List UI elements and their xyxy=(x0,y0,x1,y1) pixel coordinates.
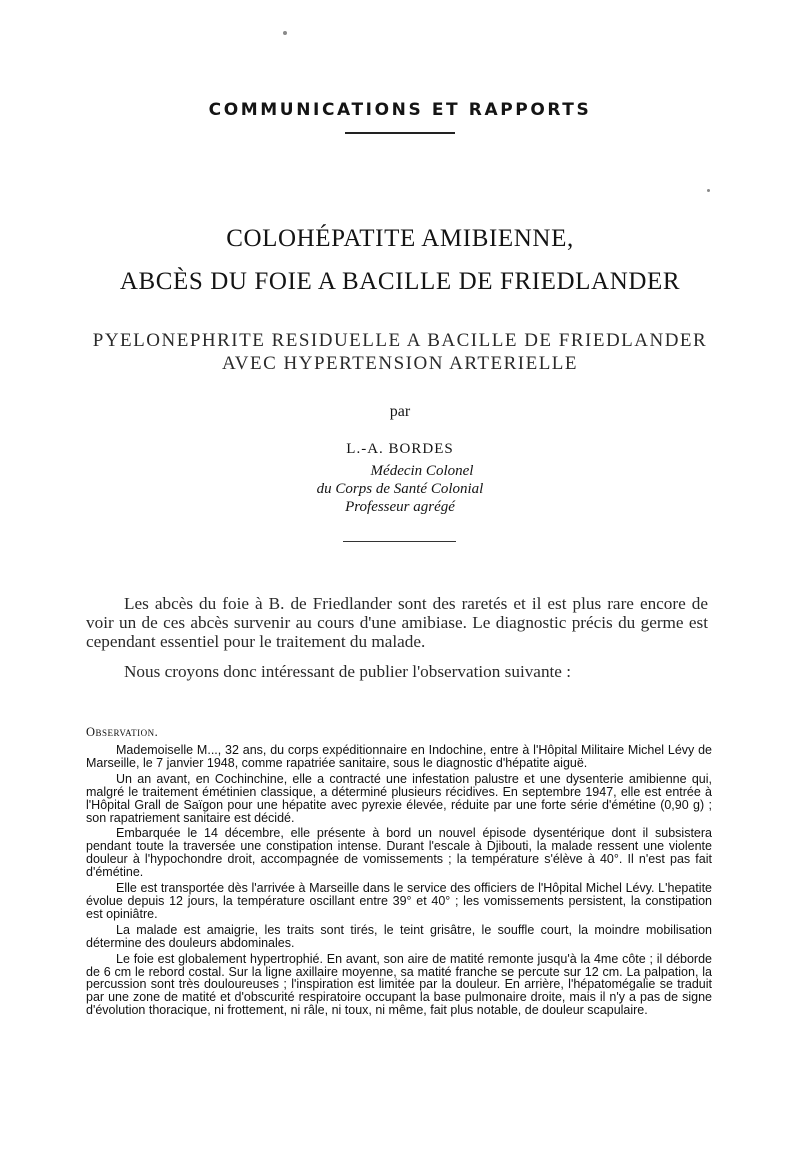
print-speck xyxy=(707,189,710,192)
section-header: COMMUNICATIONS ET RAPPORTS xyxy=(208,100,592,120)
body-paragraph: Un an avant, en Cochinchine, elle a contracté une infestation palustre et une dysenterie amibienne qui, malgré le traitement émétinien classique, a déterminé plusieurs récidives. En septembre 1947, elle est entrée à l'Hôpital Grall de Saïgon pour une hépatite avec pyrexie élevée, réduite par une forte série d'émétine (0,90 g) ; son rapatriement sanitaire est décidé. xyxy=(86,771,712,825)
article-subtitle-line-1: PYELONEPHRITE RESIDUELLE A BACILLE DE FRIEDLANDER xyxy=(92,330,708,351)
body-paragraph: Elle est transportée dès l'arrivée à Marseille dans le service des officiers de l'Hôpital Michel Lévy. L'hepatite évolue depuis 12 jours, la température oscillant entre 39° et 40° ; les vomissements persistent, la constipation est opiniâtre. xyxy=(86,881,712,921)
author-credential: Médecin Colonel xyxy=(370,463,474,479)
body-paragraph: Le foie est globalement hypertrophié. En avant, son aire de matité remonte jusqu'à la 4me côte ; il déborde de 6 cm le rebord costal. Sur la ligne axillaire moyenne, sa matité franche se percute sur 12 cm. La palpation, la percussion sont très douloureuses ; l'inspiration est limitée par la douleur. En arrière, l'hépatomégalie se traduit par une zone de matité et d'obscurité respiratoire occupant la base pulmonaire droite, mais il n'y a pas de signe d'évolution thoracique, ni frottement, ni râle, ni toux, ni même, fait plus notable, de douleur scapulaire. xyxy=(86,951,712,1018)
article-subtitle-line-2: AVEC HYPERTENSION ARTERIELLE xyxy=(221,353,579,374)
introduction xyxy=(86,594,708,681)
article-title-line-1: COLOHÉPATITE AMIBIENNE, xyxy=(226,225,574,252)
body-paragraph: Mademoiselle M..., 32 ans, du corps expéditionnaire en Indochine, entre à l'Hôpital Militaire Michel Lévy de Marseille, le 7 janvier 1948, comme rapatriée sanitaire, sous le diagnostic d'hépatite aiguë. xyxy=(86,743,712,770)
section-divider xyxy=(343,541,456,542)
article-title-line-2: ABCÈS DU FOIE A BACILLE DE FRIEDLANDER xyxy=(119,268,681,295)
intro-paragraph: Nous croyons donc intéressant de publier l'observation suivante : xyxy=(124,662,572,681)
author-credential: du Corps de Santé Colonial xyxy=(316,481,484,497)
print-speck xyxy=(283,31,287,35)
byline: par xyxy=(389,403,411,420)
body-paragraph: Embarquée le 14 décembre, elle présente à bord un nouvel épisode dysentérique dont il subsistera pendant toute la traversée une constipation intense. Durant l'escale à Djibouti, la malade ressent une violente douleur à l'hypochondre droit, accompagnée de vomissements ; la température s'élève à 40°. Il n'est pas fait d'émétine. xyxy=(86,826,712,880)
header-rule xyxy=(345,132,455,134)
intro-paragraph: Les abcès du foie à B. de Friedlander sont des raretés et il est plus rare encore de voir un de ces abcès survenir au cours d'une amibiase. Le diagnostic précis du germe est cependant essentiel pour le traitement du malade. xyxy=(86,594,708,651)
author-credential: Professeur agrégé xyxy=(345,499,455,515)
observation-heading: Observation. xyxy=(86,725,159,739)
author-name: L.-A. BORDES xyxy=(346,441,454,457)
body-paragraph: La malade est amaigrie, les traits sont tirés, le teint grisâtre, le souffle court, la moindre mobilisation détermine des douleurs abdominales. xyxy=(86,922,712,950)
observation-body xyxy=(86,744,712,1020)
